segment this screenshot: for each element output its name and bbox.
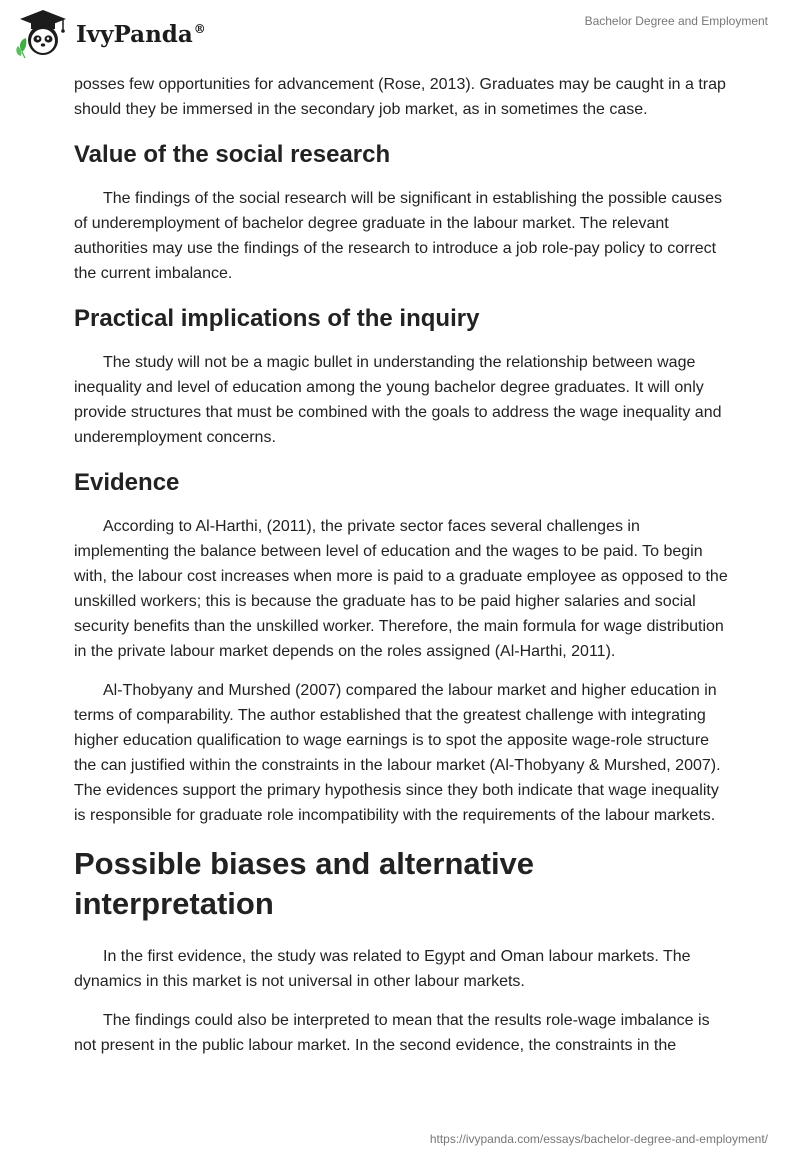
ivypanda-logo[interactable] (14, 8, 206, 60)
paragraph: Al-Thobyany and Murshed (2007) compared the labour market and higher education in terms of comparability. The author established that the greatest challenge with integrating higher education qualification to wage earnings is to spot the apposite wage-role structure the can justified within the constraints in the labour market (Al-Thobyany & Murshed, 2007). The evidences support the primary hypothesis since they both indicate that wage inequality is responsible for graduate role incompatibility with the requirements of the labour markets. (74, 682, 721, 824)
section-heading-biases: Possible biases and alternative interpretation (74, 846, 535, 921)
paragraph: The study will not be a magic bullet in understanding the relationship between wage inequality and level of education among the young bachelor degree graduates. It will only provide structures that must be combined with the goals to address the wage inequality and underemployment concerns. (74, 354, 722, 446)
brand-name: IvyPanda® (76, 20, 206, 48)
intro-paragraph: posses few opportunities for advancement (Rose, 2013). Graduates may be caught in a trap should they be immersed in the secondary job market, as in sometimes the case. (74, 76, 726, 118)
panda-logo-icon (14, 8, 72, 60)
section-heading-value-of-research: Value of the social research (74, 141, 391, 168)
page-header (0, 0, 800, 68)
paragraph: The findings of the social research will be significant in establishing the possible causes of underemployment of bachelor degree graduate in the labour market. The relevant authorities may use the findings of the research to introduce a job role-pay policy to correct the current imbalance. (74, 190, 723, 282)
section-heading-evidence: Evidence (74, 469, 180, 496)
document-title: Bachelor Degree and Employment (584, 14, 768, 28)
article-body (74, 72, 734, 1072)
paragraph: According to Al-Harthi, (2011), the private sector faces several challenges in implementing the balance between level of education and the wages to be paid. To begin with, the labour cost increases when more is paid to a graduate employee as opposed to the unskilled workers; this is because the graduate has to be paid higher salaries and social security benefits than the unskilled worker. Therefore, the main formula for wage distribution in the private labour market depends on the roles assigned (Al-Harthi, 2011). (74, 518, 728, 660)
paragraph: In the first evidence, the study was related to Egypt and Oman labour markets. The dynamics in this market is not universal in other labour markets. (74, 948, 691, 990)
section-heading-practical-implications: Practical implications of the inquiry (74, 305, 480, 332)
source-url[interactable]: https://ivypanda.com/essays/bachelor-degree-and-employment/ (429, 1132, 768, 1146)
registered-mark: ® (193, 21, 206, 36)
paragraph: The findings could also be interpreted to mean that the results role-wage imbalance is not present in the public labour market. In the second evidence, the constraints in the (74, 1012, 710, 1054)
